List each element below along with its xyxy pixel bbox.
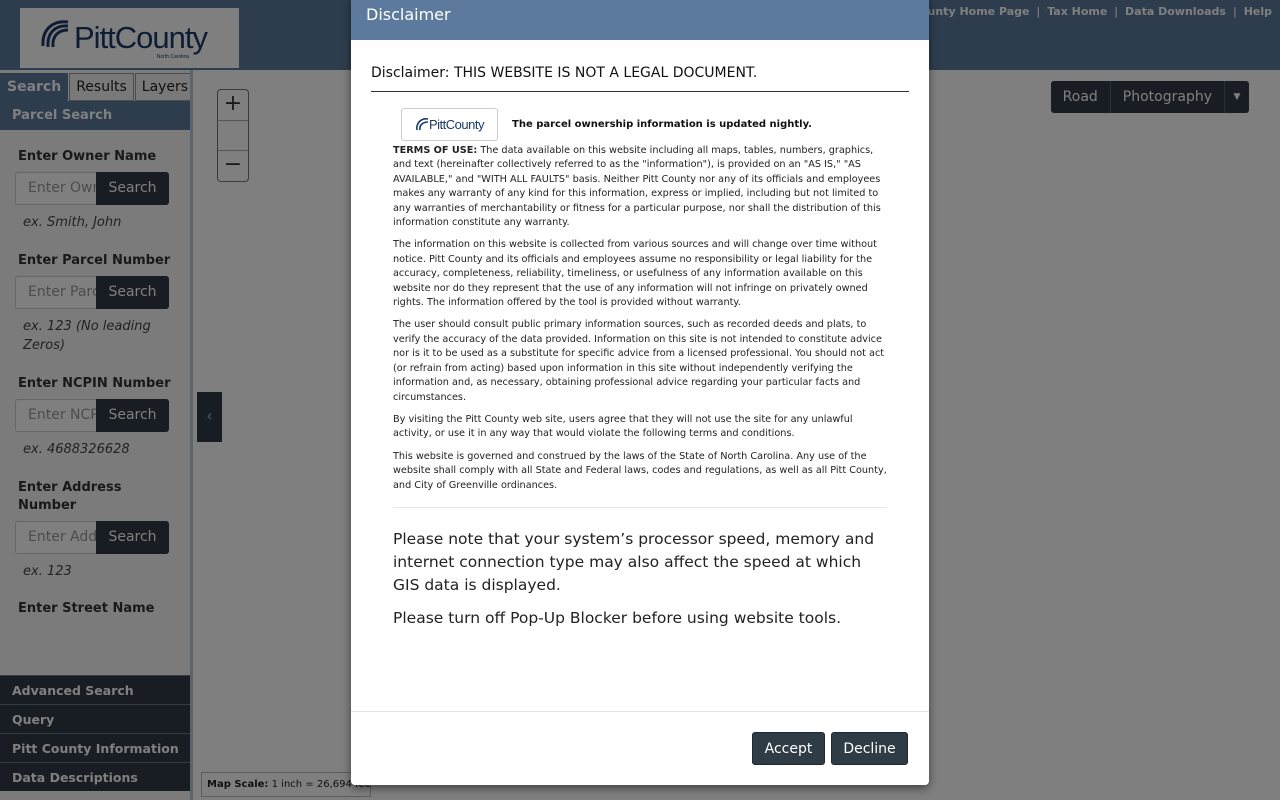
nightly-notice-row: [401, 108, 887, 141]
terms-text: The data available on this website including all maps, tables, numbers, graphics, and text (hereinafter collectively referred to as the "information"), is provided on an "AS IS," "AS AVAILABLE," and "WITH ALL FAULTS" basis. Neither Pitt County nor any of its officials and employees makes any warranty of any kind for this information, express or implied, including but not limited to any warranties of merchantability or fitness for a particular purpose, nor shall the distribution of this information constitute any warranty.: [393, 145, 881, 229]
decline-button[interactable]: Decline: [831, 732, 908, 765]
liability-paragraph: The information on this website is collected from various sources and will change over time without notice. Pitt County and its officials and employees assume no responsibility or legal liability for the accuracy, completeness, reliability, timeliness, or usefulness of any information available on this website nor do they represent that the use of any information will not infringe on privately owned rights. The information offered by the tool is provided without warranty.: [393, 239, 877, 309]
terms-label: TERMS OF USE:: [393, 145, 478, 156]
modal-logo-text: PittCounty: [429, 117, 484, 132]
agreement-paragraph: By visiting the Pitt County web site, users agree that they will not use the site for any unlawful activity, or use it in any way that would violate the following terms and conditions.: [393, 413, 853, 440]
logo-swoosh-icon: [415, 117, 429, 133]
modal-body: [351, 65, 929, 630]
disclaimer-heading: Disclaimer: THIS WEBSITE IS NOT A LEGAL DOCUMENT.: [371, 65, 909, 92]
verification-paragraph: The user should consult public primary information sources, such as recorded deeds and plats, to verify the accuracy of the data provided. Information on this site is not intended to constitute advice nor is it to be used as a substitute for specific advice from a licensed professional. You should not act (or refrain from acting) based upon information in this site without independently verifying the information and, as necessary, obtaining professional advice regarding your particular facts and circumstances.: [393, 319, 885, 403]
modal-title: Disclaimer: [366, 5, 451, 24]
governing-law-paragraph: This website is governed and construed by the laws of the State of North Carolina. Any use of the website shall comply with all State and Federal laws, codes and regulations, as well as all Pitt County, and City of Greenville ordinances.: [393, 450, 887, 491]
disclaimer-content: [371, 108, 909, 630]
modal-logo: [401, 108, 498, 141]
terms-paragraph: [393, 144, 887, 230]
modal-header: [351, 0, 929, 40]
popup-blocker-note: Please turn off Pop-Up Blocker before using website tools.: [393, 608, 842, 627]
performance-note: Please note that your system’s processor speed, memory and internet connection type may also affect the speed at which GIS data is displayed.: [393, 529, 875, 594]
modal-footer: [351, 711, 929, 785]
disclaimer-modal: [351, 0, 929, 785]
content-divider: [393, 507, 887, 508]
nightly-notice: The parcel ownership information is updated nightly.: [512, 119, 812, 130]
accept-button[interactable]: Accept: [752, 732, 825, 765]
